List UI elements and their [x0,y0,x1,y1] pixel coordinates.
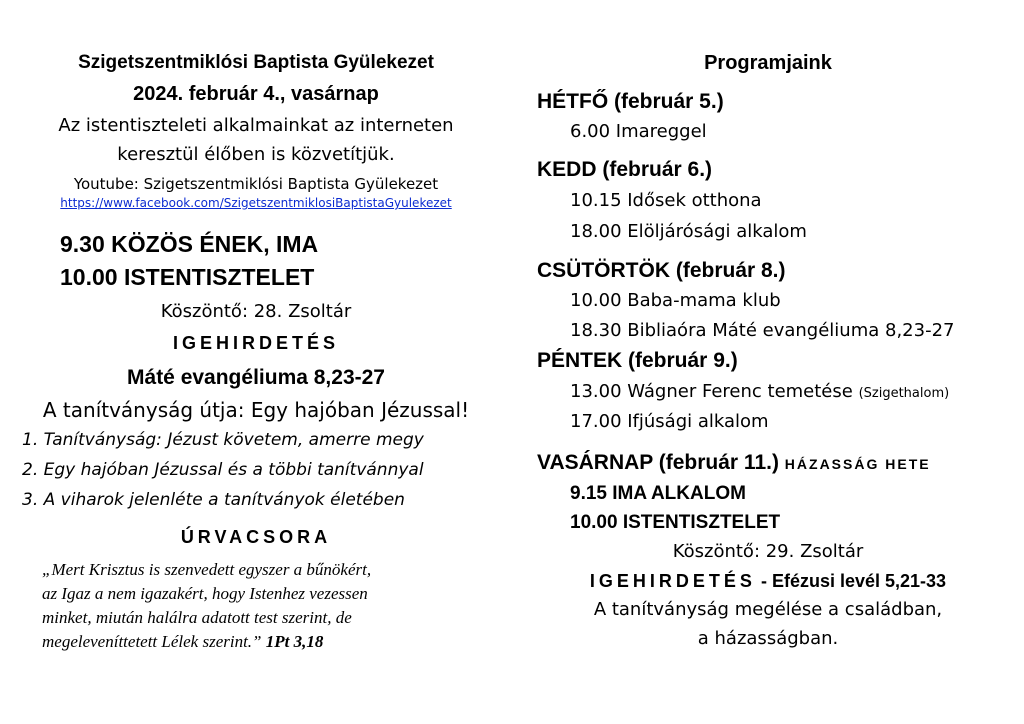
stream-text-line1: Az istentiszteleti alkalmainkat az interneten [58,115,454,136]
communion-heading: ÚRVACSORA [180,527,332,547]
thursday-item-2: 18.30 Bibliaóra Máté evangéliuma 8,23-27 [570,320,955,341]
youtube-line: Youtube: Szigetszentmiklósi Baptista Gyülekezet [73,175,439,193]
day-sunday [537,452,931,473]
sunday-sermon-line [512,572,1024,590]
friday-item-1-location: (Szigethalom) [858,386,950,401]
tuesday-item-1: 10.15 Idősek otthona [570,190,762,211]
quote-reference: 1Pt 3,18 [265,632,324,651]
sermon-point-1: 1. Tanítványság: Jézust követem, amerre megy [22,430,424,450]
quote-line-1: „Mert Krisztus is szenvedett egyszer a bűnökért, [42,560,372,579]
sunday-theme-line1: A tanítványság megélése a családban, [593,599,943,620]
program-item-service: 10.00 ISTENTISZTELET [60,264,315,290]
monday-item-1: 6.00 Imareggel [570,121,707,142]
sunday-sermon-scripture: - Efézusi levél 5,21-33 [760,571,947,591]
sunday-item-prayer: 9.15 IMA ALKALOM [570,483,746,504]
greeting-psalm: Köszöntő: 28. Zsoltár [160,301,352,322]
friday-item-1-text: 13.00 Wágner Ferenc temetése [570,381,853,402]
sermon-theme: A tanítványság útja: Egy hajóban Jézussal! [42,398,470,422]
day-friday: PÉNTEK (február 9.) [537,349,738,372]
quote-text: megeleveníttetett Lélek szerint.” [42,632,262,651]
day-monday: HÉTFŐ (február 5.) [537,90,724,113]
thursday-item-1: 10.00 Baba-mama klub [570,290,781,311]
program-item-singing: 9.30 KÖZÖS ÉNEK, IMA [60,231,319,257]
tuesday-item-2: 18.00 Elöljárósági alkalom [570,221,807,242]
church-name: Szigetszentmiklósi Baptista Gyülekezet [78,52,434,73]
sermon-point-2: 2. Egy hajóban Jézussal és a többi tanítvánnyal [22,460,424,480]
friday-item-2: 17.00 Ifjúsági alkalom [570,411,769,432]
sermon-point-3: 3. A viharok jelenléte a tanítványok életében [22,490,405,510]
quote-line-3: minket, miután halálra adatott test szerint, de [42,608,352,627]
service-date: 2024. február 4., vasárnap [133,83,379,105]
friday-item-1 [570,383,949,401]
day-tuesday: KEDD (február 6.) [537,158,713,181]
sermon-scripture: Máté evangéliuma 8,23-27 [127,366,385,389]
programs-title: Programjaink [704,52,832,74]
quote-line-2: az Igaz a nem igazakért, hogy Istenhez vezessen [42,584,368,603]
marriage-week-tag: HÁZASSÁG HETE [784,456,931,472]
day-thursday: CSÜTÖRTÖK (február 8.) [537,259,786,282]
sunday-greeting: Köszöntő: 29. Zsoltár [672,541,864,562]
sunday-sermon-heading: IGEHIRDETÉS [589,571,756,591]
sunday-item-service: 10.00 ISTENTISZTELET [570,512,781,533]
facebook-link[interactable]: https://www.facebook.com/SzigetszentmiklosiBaptistaGyulekezet [60,196,452,210]
sunday-theme-line2: a házasságban. [697,628,839,649]
sermon-heading: IGEHIRDETÉS [172,333,340,353]
sunday-day-label: VASÁRNAP (február 11.) [537,451,779,474]
stream-text-line2: keresztül élőben is közvetítjük. [117,144,395,165]
quote-line-4 [42,633,323,650]
